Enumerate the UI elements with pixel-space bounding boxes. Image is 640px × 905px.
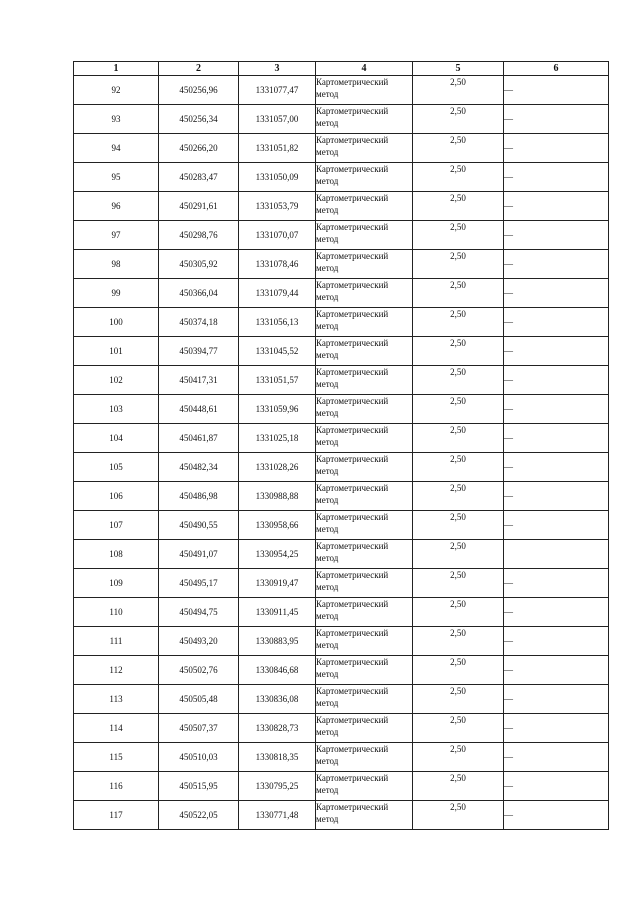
x-coordinate-cell: 450417,31: [159, 366, 239, 395]
column-header-3: 3: [239, 62, 316, 76]
x-coordinate-cell: 450266,20: [159, 134, 239, 163]
point-number-cell: 107: [74, 511, 159, 540]
accuracy-cell: 2,50: [413, 540, 504, 569]
table-row: [74, 250, 609, 279]
point-description-cell: —: [504, 134, 609, 163]
point-number-cell: 111: [74, 627, 159, 656]
accuracy-cell: 2,50: [413, 76, 504, 105]
method-cell: Картометрический метод: [316, 192, 413, 221]
point-description-cell: —: [504, 685, 609, 714]
table-row: [74, 395, 609, 424]
accuracy-cell: 2,50: [413, 656, 504, 685]
accuracy-cell: 2,50: [413, 163, 504, 192]
x-coordinate-cell: 450394,77: [159, 337, 239, 366]
table-row: [74, 163, 609, 192]
point-number-cell: 114: [74, 714, 159, 743]
point-number-cell: 112: [74, 656, 159, 685]
accuracy-cell: 2,50: [413, 598, 504, 627]
point-description-cell: —: [504, 453, 609, 482]
x-coordinate-cell: 450522,05: [159, 801, 239, 830]
x-coordinate-cell: 450495,17: [159, 569, 239, 598]
table-row: [74, 366, 609, 395]
table-header: [74, 62, 609, 76]
method-cell: Картометрический метод: [316, 627, 413, 656]
method-cell: Картометрический метод: [316, 279, 413, 308]
accuracy-cell: 2,50: [413, 627, 504, 656]
point-number-cell: 99: [74, 279, 159, 308]
y-coordinate-cell: 1331045,52: [239, 337, 316, 366]
point-number-cell: 105: [74, 453, 159, 482]
point-number-cell: 93: [74, 105, 159, 134]
y-coordinate-cell: 1330828,73: [239, 714, 316, 743]
column-header-2: 2: [159, 62, 239, 76]
x-coordinate-cell: 450505,48: [159, 685, 239, 714]
method-cell: Картометрический метод: [316, 772, 413, 801]
accuracy-cell: 2,50: [413, 482, 504, 511]
point-number-cell: 100: [74, 308, 159, 337]
accuracy-cell: 2,50: [413, 395, 504, 424]
point-number-cell: 106: [74, 482, 159, 511]
table-row: [74, 76, 609, 105]
column-header-6: 6: [504, 62, 609, 76]
column-header-4: 4: [316, 62, 413, 76]
y-coordinate-cell: 1330958,66: [239, 511, 316, 540]
y-coordinate-cell: 1330919,47: [239, 569, 316, 598]
method-cell: Картометрический метод: [316, 250, 413, 279]
point-description-cell: —: [504, 801, 609, 830]
y-coordinate-cell: 1330771,48: [239, 801, 316, 830]
x-coordinate-cell: 450494,75: [159, 598, 239, 627]
x-coordinate-cell: 450491,07: [159, 540, 239, 569]
y-coordinate-cell: 1331077,47: [239, 76, 316, 105]
method-cell: Картометрический метод: [316, 801, 413, 830]
point-number-cell: 101: [74, 337, 159, 366]
point-description-cell: [504, 540, 609, 569]
point-description-cell: —: [504, 627, 609, 656]
accuracy-cell: 2,50: [413, 424, 504, 453]
x-coordinate-cell: 450305,92: [159, 250, 239, 279]
point-description-cell: —: [504, 105, 609, 134]
accuracy-cell: 2,50: [413, 714, 504, 743]
point-description-cell: —: [504, 279, 609, 308]
y-coordinate-cell: 1330836,08: [239, 685, 316, 714]
x-coordinate-cell: 450461,87: [159, 424, 239, 453]
method-cell: Картометрический метод: [316, 395, 413, 424]
table-row: [74, 192, 609, 221]
point-description-cell: —: [504, 598, 609, 627]
y-coordinate-cell: 1331051,57: [239, 366, 316, 395]
point-description-cell: —: [504, 308, 609, 337]
y-coordinate-cell: 1331078,46: [239, 250, 316, 279]
accuracy-cell: 2,50: [413, 279, 504, 308]
point-description-cell: —: [504, 656, 609, 685]
table-body: [74, 76, 609, 830]
table-row: [74, 569, 609, 598]
y-coordinate-cell: 1330954,25: [239, 540, 316, 569]
point-number-cell: 109: [74, 569, 159, 598]
method-cell: Картометрический метод: [316, 424, 413, 453]
point-description-cell: —: [504, 163, 609, 192]
point-description-cell: —: [504, 221, 609, 250]
point-number-cell: 98: [74, 250, 159, 279]
point-description-cell: —: [504, 76, 609, 105]
accuracy-cell: 2,50: [413, 569, 504, 598]
point-number-cell: 102: [74, 366, 159, 395]
point-number-cell: 103: [74, 395, 159, 424]
method-cell: Картометрический метод: [316, 482, 413, 511]
point-description-cell: —: [504, 192, 609, 221]
y-coordinate-cell: 1331028,26: [239, 453, 316, 482]
method-cell: Картометрический метод: [316, 453, 413, 482]
accuracy-cell: 2,50: [413, 772, 504, 801]
table-row: [74, 221, 609, 250]
point-number-cell: 97: [74, 221, 159, 250]
x-coordinate-cell: 450510,03: [159, 743, 239, 772]
x-coordinate-cell: 450493,20: [159, 627, 239, 656]
y-coordinate-cell: 1331053,79: [239, 192, 316, 221]
table-row: [74, 134, 609, 163]
x-coordinate-cell: 450374,18: [159, 308, 239, 337]
point-number-cell: 108: [74, 540, 159, 569]
y-coordinate-cell: 1331079,44: [239, 279, 316, 308]
method-cell: Картометрический метод: [316, 76, 413, 105]
y-coordinate-cell: 1331070,07: [239, 221, 316, 250]
method-cell: Картометрический метод: [316, 511, 413, 540]
coordinates-table: [73, 61, 609, 830]
column-header-1: 1: [74, 62, 159, 76]
accuracy-cell: 2,50: [413, 134, 504, 163]
y-coordinate-cell: 1330911,45: [239, 598, 316, 627]
point-number-cell: 92: [74, 76, 159, 105]
x-coordinate-cell: 450482,34: [159, 453, 239, 482]
x-coordinate-cell: 450502,76: [159, 656, 239, 685]
y-coordinate-cell: 1331059,96: [239, 395, 316, 424]
table-row: [74, 772, 609, 801]
accuracy-cell: 2,50: [413, 366, 504, 395]
x-coordinate-cell: 450366,04: [159, 279, 239, 308]
point-description-cell: —: [504, 511, 609, 540]
point-number-cell: 116: [74, 772, 159, 801]
y-coordinate-cell: 1330883,95: [239, 627, 316, 656]
accuracy-cell: 2,50: [413, 685, 504, 714]
point-description-cell: —: [504, 772, 609, 801]
table-row: [74, 540, 609, 569]
point-number-cell: 94: [74, 134, 159, 163]
table-row: [74, 598, 609, 627]
table-row: [74, 656, 609, 685]
point-description-cell: —: [504, 250, 609, 279]
table-row: [74, 801, 609, 830]
x-coordinate-cell: 450515,95: [159, 772, 239, 801]
accuracy-cell: 2,50: [413, 801, 504, 830]
accuracy-cell: 2,50: [413, 192, 504, 221]
method-cell: Картометрический метод: [316, 337, 413, 366]
x-coordinate-cell: 450256,34: [159, 105, 239, 134]
point-description-cell: —: [504, 337, 609, 366]
table-row: [74, 453, 609, 482]
point-description-cell: —: [504, 743, 609, 772]
accuracy-cell: 2,50: [413, 511, 504, 540]
method-cell: Картометрический метод: [316, 308, 413, 337]
table-row: [74, 482, 609, 511]
point-description-cell: —: [504, 482, 609, 511]
document-page: [73, 61, 608, 830]
y-coordinate-cell: 1331056,13: [239, 308, 316, 337]
x-coordinate-cell: 450507,37: [159, 714, 239, 743]
x-coordinate-cell: 450256,96: [159, 76, 239, 105]
x-coordinate-cell: 450486,98: [159, 482, 239, 511]
table-row: [74, 714, 609, 743]
point-description-cell: —: [504, 366, 609, 395]
method-cell: Картометрический метод: [316, 366, 413, 395]
point-description-cell: —: [504, 714, 609, 743]
accuracy-cell: 2,50: [413, 250, 504, 279]
method-cell: Картометрический метод: [316, 714, 413, 743]
x-coordinate-cell: 450291,61: [159, 192, 239, 221]
accuracy-cell: 2,50: [413, 337, 504, 366]
point-description-cell: —: [504, 395, 609, 424]
table-row: [74, 105, 609, 134]
y-coordinate-cell: 1330988,88: [239, 482, 316, 511]
table-row: [74, 424, 609, 453]
header-row: [74, 62, 609, 76]
y-coordinate-cell: 1330795,25: [239, 772, 316, 801]
point-number-cell: 95: [74, 163, 159, 192]
accuracy-cell: 2,50: [413, 221, 504, 250]
table-row: [74, 337, 609, 366]
point-number-cell: 104: [74, 424, 159, 453]
method-cell: Картометрический метод: [316, 540, 413, 569]
accuracy-cell: 2,50: [413, 105, 504, 134]
x-coordinate-cell: 450283,47: [159, 163, 239, 192]
point-number-cell: 117: [74, 801, 159, 830]
method-cell: Картометрический метод: [316, 685, 413, 714]
y-coordinate-cell: 1330818,35: [239, 743, 316, 772]
y-coordinate-cell: 1331051,82: [239, 134, 316, 163]
accuracy-cell: 2,50: [413, 453, 504, 482]
y-coordinate-cell: 1331050,09: [239, 163, 316, 192]
method-cell: Картометрический метод: [316, 221, 413, 250]
table-row: [74, 279, 609, 308]
point-number-cell: 96: [74, 192, 159, 221]
method-cell: Картометрический метод: [316, 656, 413, 685]
table-row: [74, 627, 609, 656]
table-row: [74, 511, 609, 540]
table-row: [74, 743, 609, 772]
table-row: [74, 685, 609, 714]
method-cell: Картометрический метод: [316, 105, 413, 134]
y-coordinate-cell: 1330846,68: [239, 656, 316, 685]
point-description-cell: —: [504, 569, 609, 598]
x-coordinate-cell: 450490,55: [159, 511, 239, 540]
point-description-cell: —: [504, 424, 609, 453]
table-row: [74, 308, 609, 337]
method-cell: Картометрический метод: [316, 743, 413, 772]
x-coordinate-cell: 450298,76: [159, 221, 239, 250]
x-coordinate-cell: 450448,61: [159, 395, 239, 424]
y-coordinate-cell: 1331057,00: [239, 105, 316, 134]
method-cell: Картометрический метод: [316, 598, 413, 627]
column-header-5: 5: [413, 62, 504, 76]
point-number-cell: 113: [74, 685, 159, 714]
y-coordinate-cell: 1331025,18: [239, 424, 316, 453]
point-number-cell: 110: [74, 598, 159, 627]
method-cell: Картометрический метод: [316, 163, 413, 192]
accuracy-cell: 2,50: [413, 308, 504, 337]
point-number-cell: 115: [74, 743, 159, 772]
method-cell: Картометрический метод: [316, 569, 413, 598]
method-cell: Картометрический метод: [316, 134, 413, 163]
accuracy-cell: 2,50: [413, 743, 504, 772]
